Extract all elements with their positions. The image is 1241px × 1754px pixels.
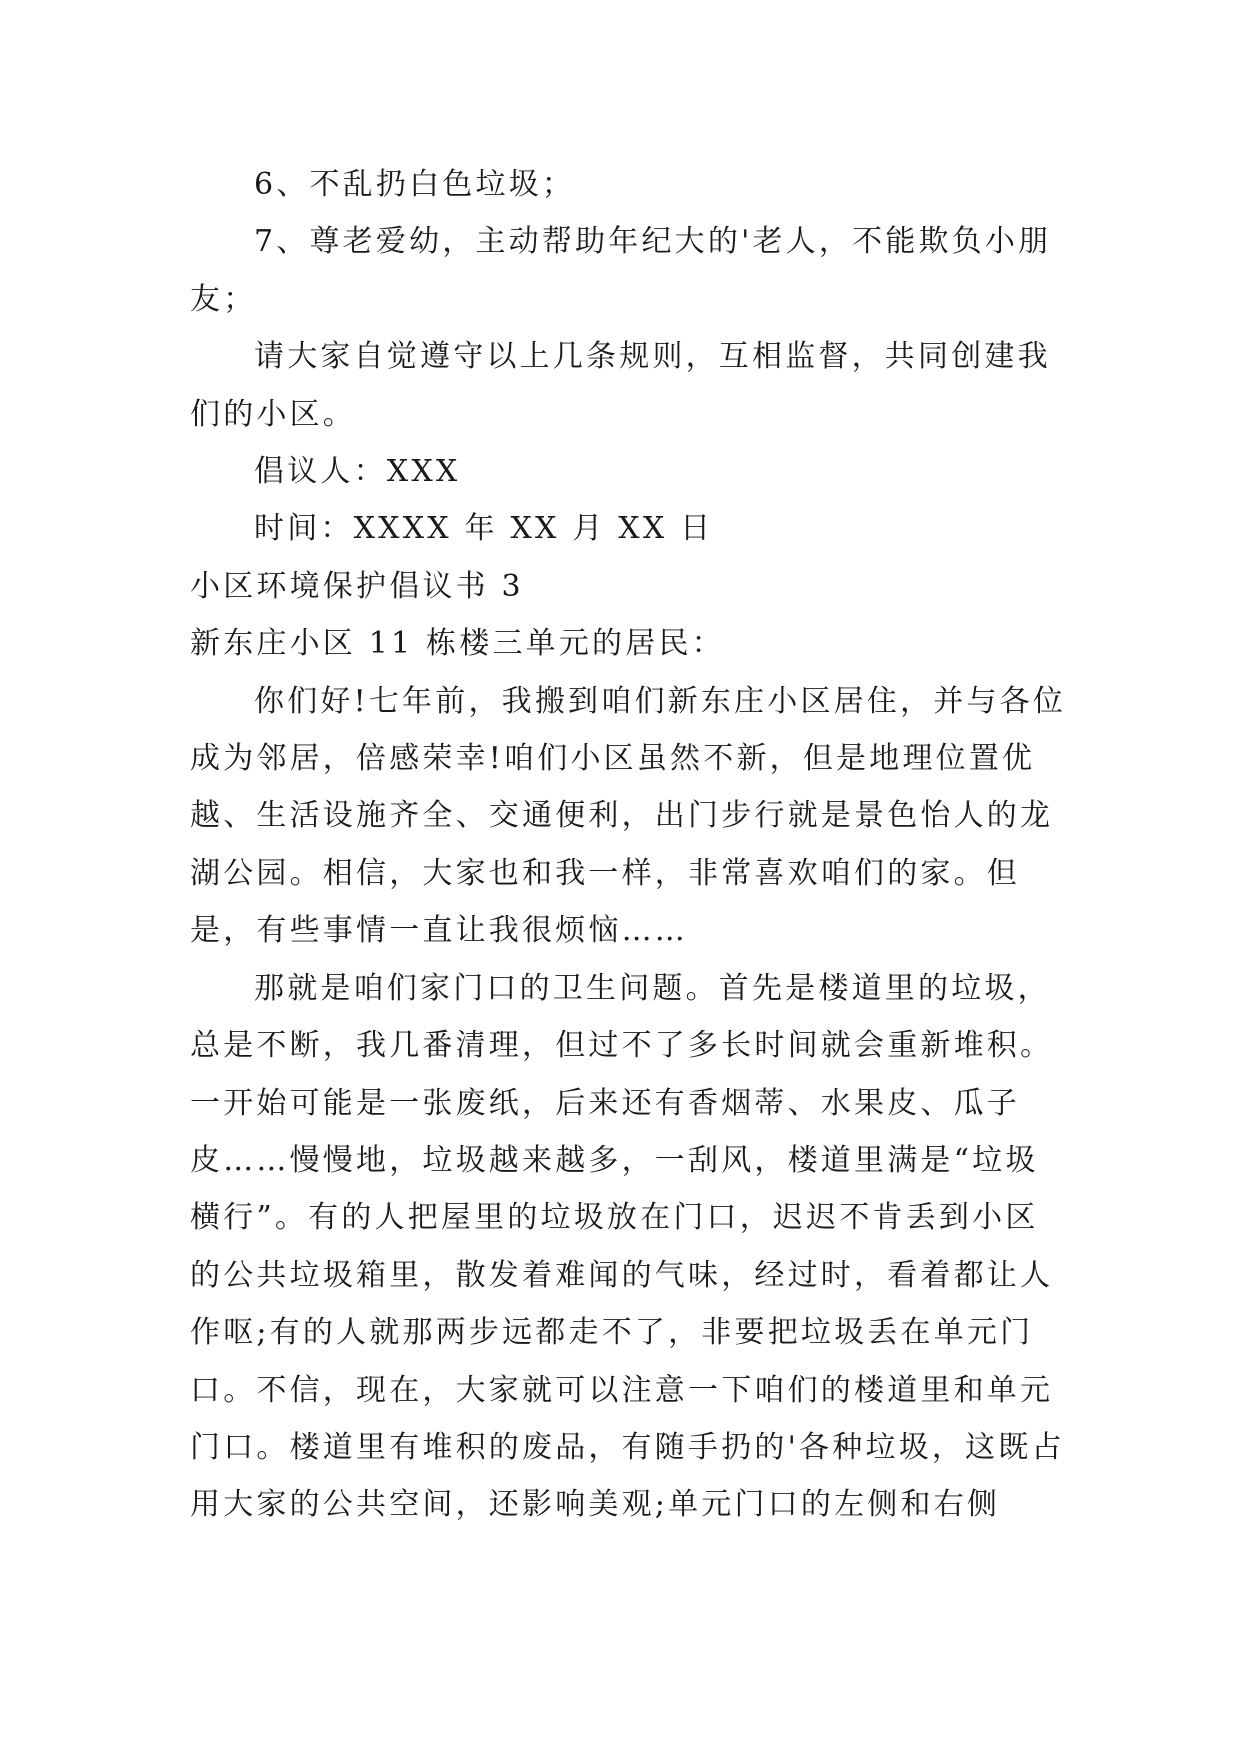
salutation: 新东庄小区 11 栋楼三单元的居民： bbox=[190, 626, 725, 662]
paragraph-rule-6: 6、不乱扔白色垃圾； bbox=[254, 167, 576, 202]
paragraph-greeting: 你们好!七年前，我搬到咱们新东庄小区居住，并与各位成为邻居，倍感荣幸!咱们小区虽然不新，但是地理位置优越、生活设施齐全、交通便利，出门步行就是景色怡人的龙湖公园。相信，大家也和我一样，非常喜欢咱们的家。但是，有些事情一直让我很烦恼…… bbox=[190, 683, 1067, 949]
document-body bbox=[190, 156, 1070, 1534]
paragraph-date: 时间：XXXX 年 XX 月 XX 日 bbox=[254, 511, 714, 547]
paragraph-hygiene-issue: 那就是咱们家门口的卫生问题。首先是楼道里的垃圾，总是不断，我几番清理，但过不了多长时间就会重新堆积。一开始可能是一张废纸，后来还有香烟蒂、水果皮、瓜子皮……慢慢地，垃圾越来越多，一刮风，楼道里满是“垃圾横行”。有的人把屋里的垃圾放在门口，迟迟不肯丢到小区的公共垃圾箱里，散发着难闻的气味，经过时，看着都让人作呕;有的人就那两步远都走不了，非要把垃圾丢在单元门口。不信，现在，大家就可以注意一下咱们的楼道里和单元门口。楼道里有堆积的废品，有随手扔的'各种垃圾，这既占用大家的公共空间，还影响美观;单元门口的左侧和右侧 bbox=[190, 970, 1065, 1523]
paragraph-rule-7: 7、尊老爱幼，主动帮助年纪大的'老人，不能欺负小朋友； bbox=[190, 224, 1052, 317]
paragraph-appeal: 请大家自觉遵守以上几条规则，互相监督，共同创建我们的小区。 bbox=[190, 339, 1051, 432]
section-heading: 小区环境保护倡议书 3 bbox=[190, 568, 524, 604]
paragraph-initiator: 倡议人：XXX bbox=[254, 454, 461, 490]
